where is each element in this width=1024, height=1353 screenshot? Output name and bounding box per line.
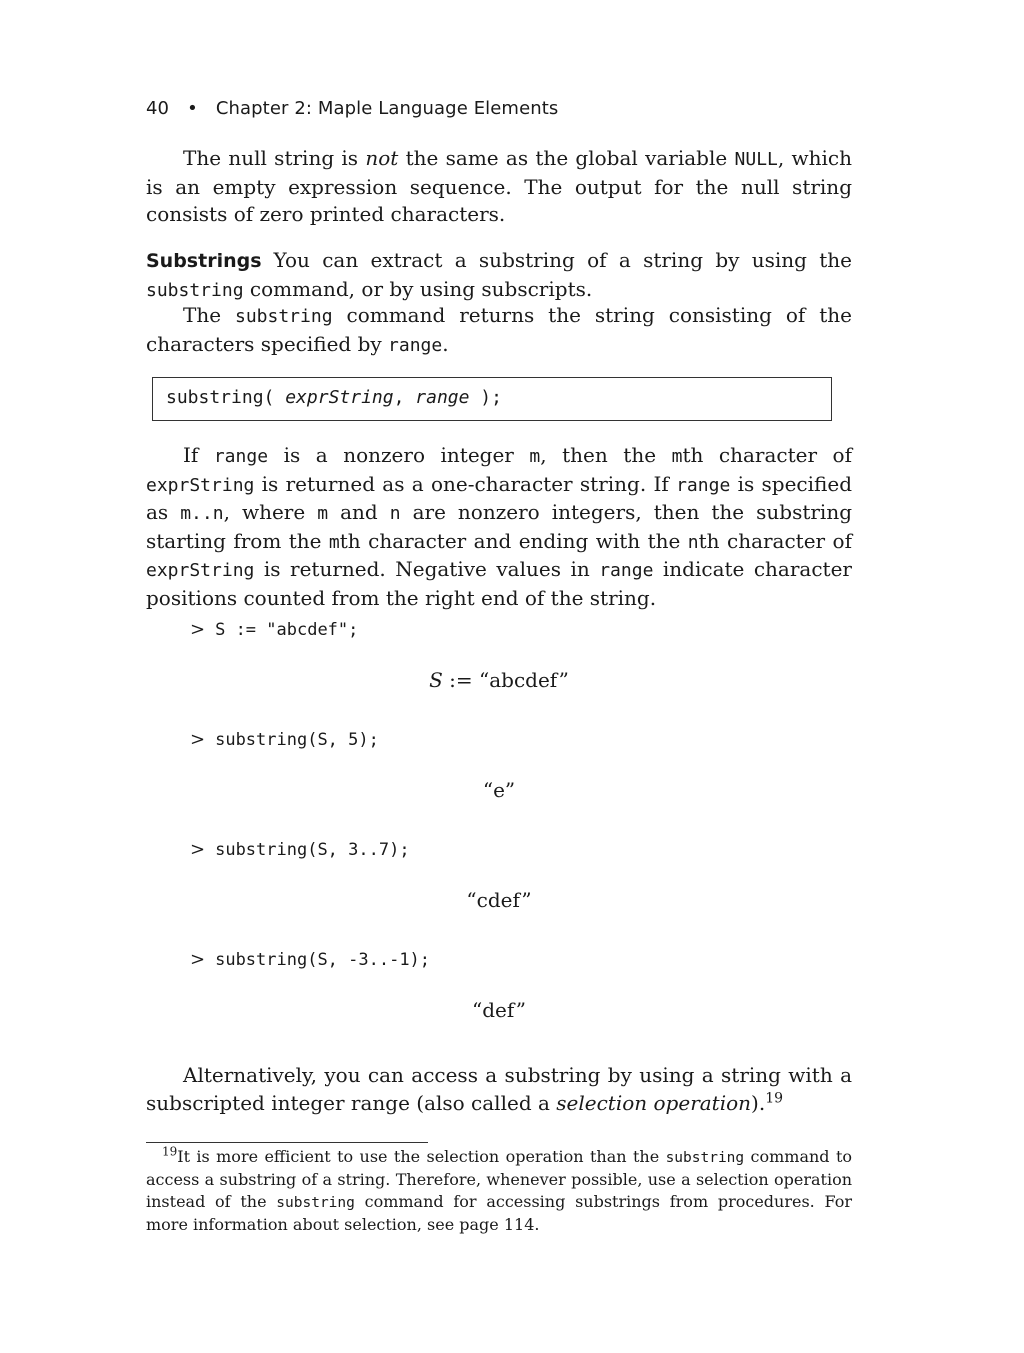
paragraph-null-string: The null string is not the same as the global variable NULL, which is an empty expression sequence. The output for the null string consists of zero printed characters.: [146, 146, 852, 226]
header-bullet: •: [187, 98, 198, 119]
paragraph-substring-command: The substring command returns the string consisting of the characters specified by range.: [146, 303, 852, 356]
footnote: $^{19}$It is more efficient to use the selection operation than the substring command to access a substring of a string. Therefore, whenever possible, use a selection operation instead of the substring command for accessing substrings from procedures. For more information about selection, see page 114.: [146, 1144, 853, 1234]
section-heading-substrings: Substrings: [146, 250, 262, 272]
example-input: > substring(S, 5);: [190, 729, 379, 750]
paragraph-selection-operation: Alternatively, you can access a substring by using a string with a subscripted integer range (also called a selection operation).$^{19}$: [146, 1063, 852, 1115]
example-input: > substring(S, 3..7);: [190, 839, 410, 860]
chapter-title: Chapter 2: Maple Language Elements: [215, 98, 559, 119]
example-output: “cdef”: [466, 888, 532, 912]
example-output: “def”: [472, 998, 526, 1022]
example-input: > S := "abcdef";: [190, 619, 359, 640]
running-header: [146, 98, 558, 119]
example-input: > substring(S, -3..-1);: [190, 949, 431, 970]
syntax-box: substring( exprString, range );: [152, 377, 832, 421]
footnote-ref[interactable]: 19: [765, 1089, 784, 1106]
footnote-divider: [146, 1142, 428, 1143]
page-number: 40: [146, 98, 170, 119]
paragraph-substrings: Substrings You can extract a substring of a string by using the substring command, or by using subscripts.: [146, 248, 852, 301]
example-output: S := “abcdef”: [429, 668, 569, 692]
example-output: “e”: [482, 778, 516, 802]
paragraph-range-description: If range is a nonzero integer m, then the mth character of exprString is returned as a one-character string. If range is specified as m..n, where m and n are nonzero integers, then the substring starting from the mth character and ending with the nth character of exprString is returned. Negative values in range indicate character positions counted from the right end of the string.: [146, 443, 853, 610]
footnote-mark: 19: [162, 1144, 178, 1159]
